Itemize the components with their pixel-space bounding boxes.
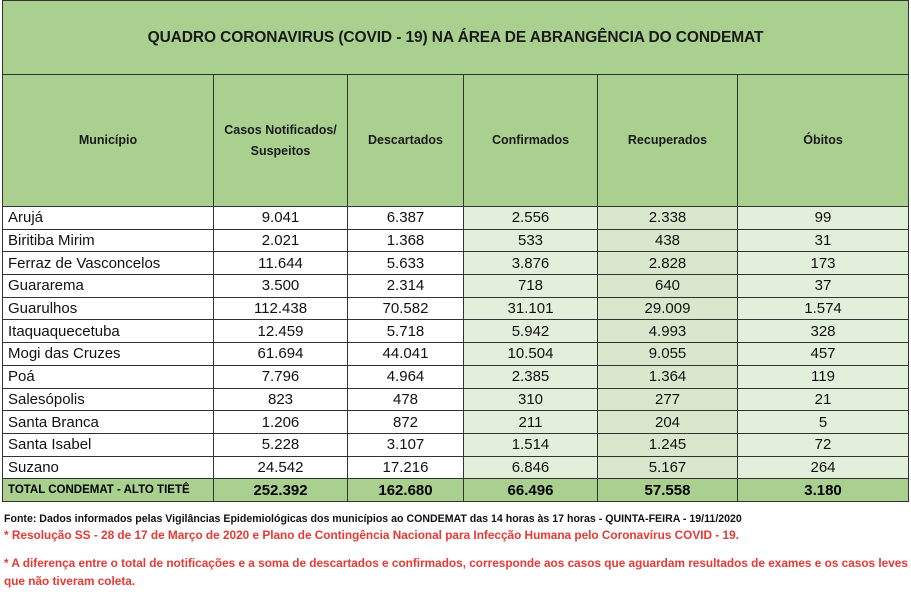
table-row [3, 388, 909, 411]
cell-municipio: Biritiba Mirim [3, 229, 214, 252]
cell-descartados: 4.964 [348, 365, 464, 388]
cell-descartados: 5.633 [348, 252, 464, 275]
cell-confirmados: 10.504 [464, 343, 598, 366]
cell-descartados: 44.041 [348, 343, 464, 366]
cell-municipio: Ferraz de Vasconcelos [3, 252, 214, 275]
cell-casos: 9.041 [214, 207, 348, 230]
table-row [3, 252, 909, 275]
notes [4, 512, 909, 590]
header-casos-line1: Casos Notificados/ [224, 122, 337, 137]
cell-obitos: 119 [738, 365, 909, 388]
cell-municipio: Arujá [3, 207, 214, 230]
cell-confirmados: 718 [464, 275, 598, 298]
cell-casos: 112.438 [214, 297, 348, 320]
cell-obitos: 21 [738, 388, 909, 411]
total-label: TOTAL CONDEMAT - ALTO TIETÊ [3, 479, 214, 502]
table-row [3, 433, 909, 456]
note-source: Fonte: Dados informados pelas Vigilâncias Epidemiológicas dos municípios ao CONDEMAT das 14 horas às 17 horas - QUINTA-FEIRA - 19/11/2020 [4, 513, 742, 525]
cell-obitos: 72 [738, 433, 909, 456]
cell-confirmados: 3.876 [464, 252, 598, 275]
cell-descartados: 2.314 [348, 275, 464, 298]
cell-recuperados: 4.993 [598, 320, 738, 343]
cell-recuperados: 5.167 [598, 456, 738, 479]
cell-casos: 3.500 [214, 275, 348, 298]
table-row [3, 456, 909, 479]
cell-casos: 2.021 [214, 229, 348, 252]
cell-recuperados: 277 [598, 388, 738, 411]
cell-confirmados: 5.942 [464, 320, 598, 343]
cell-obitos: 173 [738, 252, 909, 275]
cell-casos: 11.644 [214, 252, 348, 275]
note-difference: * A diferença entre o total de notificações e a soma de descartados e confirmados, corresponde aos casos que aguardam resultados de exames e os casos leves que não tiveram coleta. [4, 556, 908, 588]
cell-recuperados: 640 [598, 275, 738, 298]
cell-recuperados: 9.055 [598, 343, 738, 366]
cell-municipio: Poá [3, 365, 214, 388]
cell-confirmados: 6.846 [464, 456, 598, 479]
cell-municipio: Mogi das Cruzes [3, 343, 214, 366]
cell-casos: 7.796 [214, 365, 348, 388]
cell-confirmados: 1.514 [464, 433, 598, 456]
header-casos [214, 75, 348, 207]
header-recuperados: Recuperados [598, 75, 738, 207]
table-row [3, 320, 909, 343]
header-confirmados: Confirmados [464, 75, 598, 207]
cell-confirmados: 2.556 [464, 207, 598, 230]
cell-recuperados: 29.009 [598, 297, 738, 320]
total-obitos: 3.180 [738, 479, 909, 502]
table-row [3, 207, 909, 230]
cell-municipio: Santa Isabel [3, 433, 214, 456]
table-row [3, 297, 909, 320]
cell-confirmados: 310 [464, 388, 598, 411]
cell-descartados: 1.368 [348, 229, 464, 252]
total-recuperados: 57.558 [598, 479, 738, 502]
cell-casos: 5.228 [214, 433, 348, 456]
cell-obitos: 457 [738, 343, 909, 366]
cell-recuperados: 1.245 [598, 433, 738, 456]
cell-descartados: 872 [348, 411, 464, 434]
table-row [3, 411, 909, 434]
table-row [3, 229, 909, 252]
cell-descartados: 3.107 [348, 433, 464, 456]
covid-table [2, 0, 909, 502]
note-resolution: * Resolução SS - 28 de 17 de Março de 2020 e Plano de Contingência Nacional para Infecção Humana pelo Coronavírus COVID - 19. [4, 528, 739, 542]
cell-obitos: 37 [738, 275, 909, 298]
total-descartados: 162.680 [348, 479, 464, 502]
data-rows [3, 207, 909, 479]
table-row [3, 275, 909, 298]
cell-descartados: 6.387 [348, 207, 464, 230]
table-row [3, 343, 909, 366]
cell-obitos: 328 [738, 320, 909, 343]
cell-obitos: 5 [738, 411, 909, 434]
cell-obitos: 1.574 [738, 297, 909, 320]
cell-descartados: 17.216 [348, 456, 464, 479]
cell-municipio: Salesópolis [3, 388, 214, 411]
cell-casos: 1.206 [214, 411, 348, 434]
cell-municipio: Guararema [3, 275, 214, 298]
cell-descartados: 5.718 [348, 320, 464, 343]
cell-municipio: Itaquaquecetuba [3, 320, 214, 343]
cell-confirmados: 31.101 [464, 297, 598, 320]
cell-obitos: 99 [738, 207, 909, 230]
total-casos: 252.392 [214, 479, 348, 502]
cell-municipio: Suzano [3, 456, 214, 479]
cell-confirmados: 211 [464, 411, 598, 434]
total-row [3, 479, 909, 502]
cell-casos: 823 [214, 388, 348, 411]
cell-obitos: 31 [738, 229, 909, 252]
cell-confirmados: 2.385 [464, 365, 598, 388]
cell-casos: 24.542 [214, 456, 348, 479]
header-casos-line2: Suspeitos [250, 143, 311, 158]
cell-municipio: Santa Branca [3, 411, 214, 434]
cell-recuperados: 1.364 [598, 365, 738, 388]
total-confirmados: 66.496 [464, 479, 598, 502]
cell-casos: 12.459 [214, 320, 348, 343]
cell-descartados: 478 [348, 388, 464, 411]
table-title: QUADRO CORONAVIRUS (COVID - 19) NA ÁREA DE ABRANGÊNCIA DO CONDEMAT [3, 1, 909, 75]
cell-casos: 61.694 [214, 343, 348, 366]
cell-descartados: 70.582 [348, 297, 464, 320]
cell-confirmados: 533 [464, 229, 598, 252]
header-municipio: Município [3, 75, 214, 207]
cell-recuperados: 204 [598, 411, 738, 434]
cell-recuperados: 2.828 [598, 252, 738, 275]
cell-municipio: Guarulhos [3, 297, 214, 320]
table-row [3, 365, 909, 388]
cell-obitos: 264 [738, 456, 909, 479]
cell-recuperados: 438 [598, 229, 738, 252]
cell-recuperados: 2.338 [598, 207, 738, 230]
header-descartados: Descartados [348, 75, 464, 207]
header-obitos: Óbitos [738, 75, 909, 207]
